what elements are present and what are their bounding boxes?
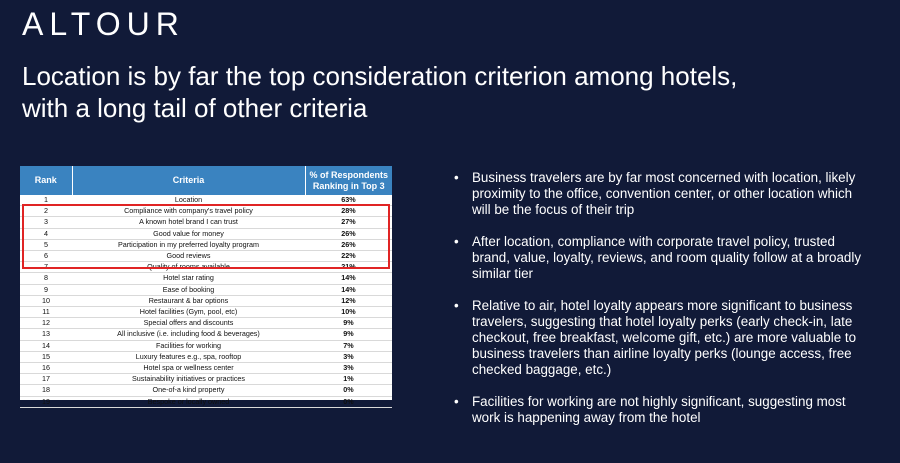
criteria-cell: Participation in my preferred loyalty program [117,239,259,249]
rank-cell: 2 [44,206,48,216]
slide-title [22,60,882,124]
table-header-row [20,166,392,195]
table-row [20,307,392,318]
percent-cell: 14% [341,284,356,294]
bullet-list [452,170,872,442]
rank-cell: 8 [44,273,48,283]
percent-cell: 22% [341,251,356,261]
header-rank: Rank [20,166,72,195]
logo: ALTOUR [22,6,185,42]
bullet-item: • Business travelers are by far most concerned with location, likely proximity to the office, convention center, or other location which will be the focus of their trip [452,170,872,218]
criteria-cell: Restaurant & bar options [148,295,229,305]
percent-cell: 7% [343,340,354,350]
table-row [20,318,392,329]
criteria-cell: Ease of booking [162,284,215,294]
percent-cell: 10% [341,307,356,317]
table-row [20,385,392,396]
table-row [20,374,392,385]
criteria-cell: Special offers and discounts [143,318,234,328]
criteria-cell: Quality of rooms available [147,262,230,272]
criteria-cell: Good value for money [153,228,224,238]
criteria-cell: Hotel star rating [163,273,214,283]
rank-cell: 15 [42,351,50,361]
rank-cell: 11 [42,307,50,317]
percent-cell: 26% [341,228,356,238]
criteria-cell: Location [174,195,203,204]
criteria-cell: All inclusive (i.e. including food & beverages) [117,329,260,339]
criteria-cell: Luxury features e.g., spa, rooftop [135,351,242,361]
table-row [20,284,392,295]
table-row [20,363,392,374]
percent-cell: 12% [341,295,356,305]
percent-cell: 9% [343,329,354,339]
rank-cell: 12 [42,318,50,328]
criteria-cell: Compliance with company's travel policy [124,206,253,216]
rank-cell: 10 [42,295,50,305]
header-criteria: Criteria [72,166,305,195]
rank-cell: 3 [44,217,48,227]
percent-cell: 21% [341,262,356,272]
percent-cell: 0% [343,396,354,406]
slide-title-line-1: Location is by far the top consideration criterion among hotels, [22,61,738,91]
criteria-cell: Bespoke or locally owned [147,396,230,406]
slide-title-line-2: with a long tail of other criteria [22,93,368,123]
percent-cell: 1% [343,374,354,384]
criteria-cell: Good reviews [166,251,211,261]
criteria-cell: One-of-a kind property [152,385,225,395]
percent-cell: 26% [341,239,356,249]
rank-cell: 18 [42,385,50,395]
percent-cell: 0% [343,385,354,395]
rank-cell: 6 [44,251,48,261]
rank-cell: 13 [42,329,50,339]
percent-cell: 27% [341,217,356,227]
criteria-cell: Sustainability initiatives or practices [131,374,246,384]
table-row [20,396,392,407]
percent-cell: 63% [341,195,356,204]
criteria-cell: A known hotel brand I can trust [139,217,238,227]
rank-cell: 4 [44,228,48,238]
percent-cell: 3% [343,351,354,361]
percent-cell: 28% [341,206,356,216]
rank-cell: 7 [44,262,48,272]
criteria-table [20,166,392,406]
rank-cell: 5 [44,239,48,249]
percent-cell: 3% [343,363,354,373]
rank-cell: 16 [42,363,50,373]
percent-cell: 14% [341,273,356,283]
rank-cell: 17 [42,374,50,384]
table-row [20,273,392,284]
criteria-cell: Hotel facilities (Gym, pool, etc) [139,307,238,317]
rank-cell: 9 [44,284,48,294]
bullet-item: • Relative to air, hotel loyalty appears more significant to business travelers, suggesting that hotel loyalty perks (early check-in, late checkout, free breakfast, welcome gift, etc.) are more valuable to business travelers than airline loyalty perks (lounge access, free checked baggage, etc.) [452,298,872,378]
criteria-cell: Hotel spa or wellness center [143,363,234,373]
bullet-item: • After location, compliance with corporate travel policy, trusted brand, value, loyalty, reviews, and room quality follow at a broadly similar tier [452,234,872,282]
highlight-box [22,204,390,269]
header-percent-line-1: % of Respondents [309,169,388,180]
table-row [20,329,392,340]
header-percent-line-2: Ranking in Top 3 [312,180,385,191]
bullet-item: • Facilities for working are not highly significant, suggesting most work is happening away from the hotel [452,394,872,426]
table-row [20,351,392,362]
table-row [20,295,392,306]
rank-cell: 19 [42,396,50,406]
table-row [20,340,392,351]
rank-cell: 14 [42,340,50,350]
header-percent [305,166,392,195]
percent-cell: 9% [343,318,354,328]
rank-cell: 1 [44,195,48,204]
criteria-cell: Facilities for working [155,340,222,350]
